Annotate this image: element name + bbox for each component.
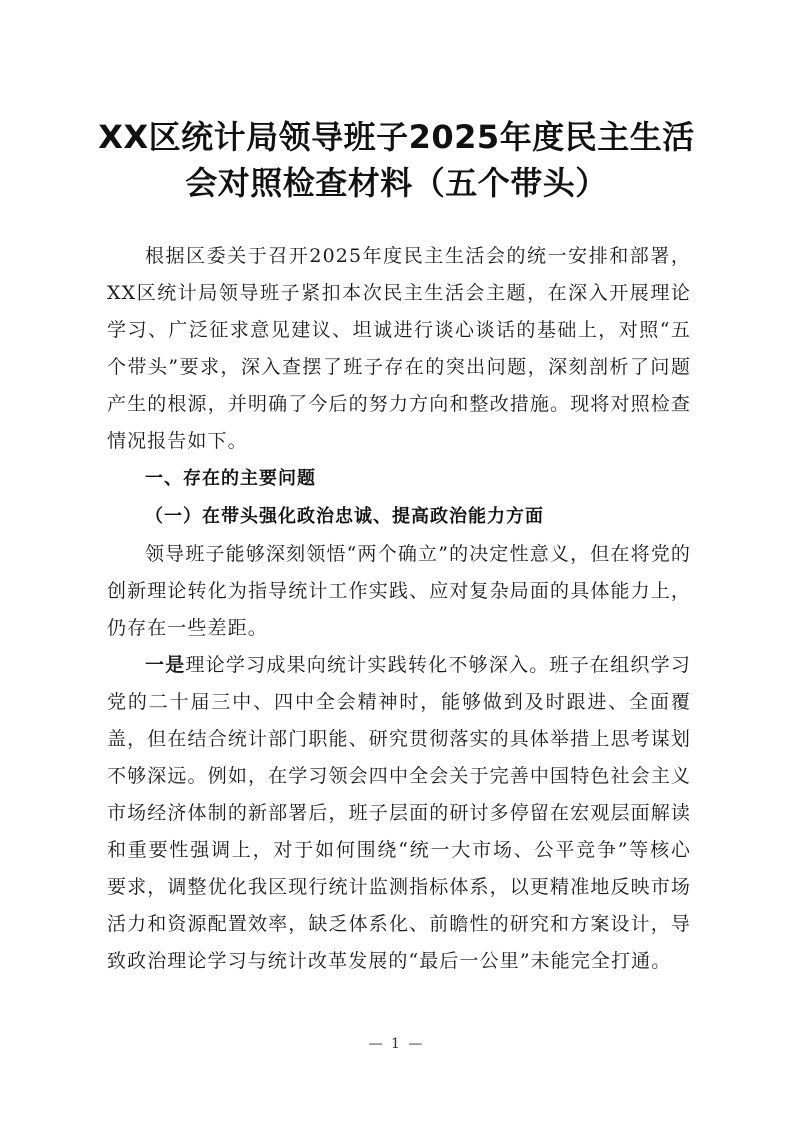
point-one-text: 理论学习成果向统计实践转化不够深入。班子在组织学习党的二十届三中、四中全会精神时，能够做到及时跟进、全面覆盖，但在结合统计部门职能、研究贯彻落实的具体举措上思考谋划不够深远。例如，在学习领会四中全会关于完善中国特色社会主义市场经济体制的新部署后，班子层面的研讨多停留在宏观层面解读和重要性强调上，对于如何围绕“统一大市场、公平竞争”等核心要求，调整优化我区现行统计监测指标体系，以更精准地反映市场活力和资源配置效率，缺乏体系化、前瞻性的研究和方案设计，导致政治理论学习与统计改革发展的“最后一公里”未能完全打通。 bbox=[107, 654, 691, 972]
subsection-heading: （一）在带头强化政治忠诚、提高政治能力方面 bbox=[145, 506, 544, 527]
section-heading: 一、存在的主要问题 bbox=[145, 468, 316, 489]
document-title-line-2: 会对照检查材料（五个带头） bbox=[185, 164, 608, 202]
page-number: — 1 — bbox=[368, 1036, 425, 1052]
intro-paragraph: 根据区委关于召开2025年度民主生活会的统一安排和部署，XX区统计局领导班子紧扣本次民主生活会主题，在深入开展理论学习、广泛征求意见建议、坦诚进行谈心谈话的基础上，对照“五个带头”要求，深入查摆了班子存在的突出问题，深刻剖析了问题产生的根源，并明确了今后的努力方向和整改措施。现将对照检查情况报告如下。 bbox=[107, 245, 691, 452]
point-one-paragraph bbox=[107, 647, 691, 980]
subsection-intro-paragraph: 领导班子能够深刻领悟“两个确立”的决定性意义，但在将党的创新理论转化为指导统计工作实践、应对复杂局面的具体能力上，仍存在一些差距。 bbox=[107, 543, 691, 639]
point-one-lead: 一是 bbox=[145, 654, 186, 676]
document-body bbox=[107, 238, 691, 980]
document-title-line-1: XX区统计局领导班子2025年度民主生活 bbox=[98, 118, 695, 156]
